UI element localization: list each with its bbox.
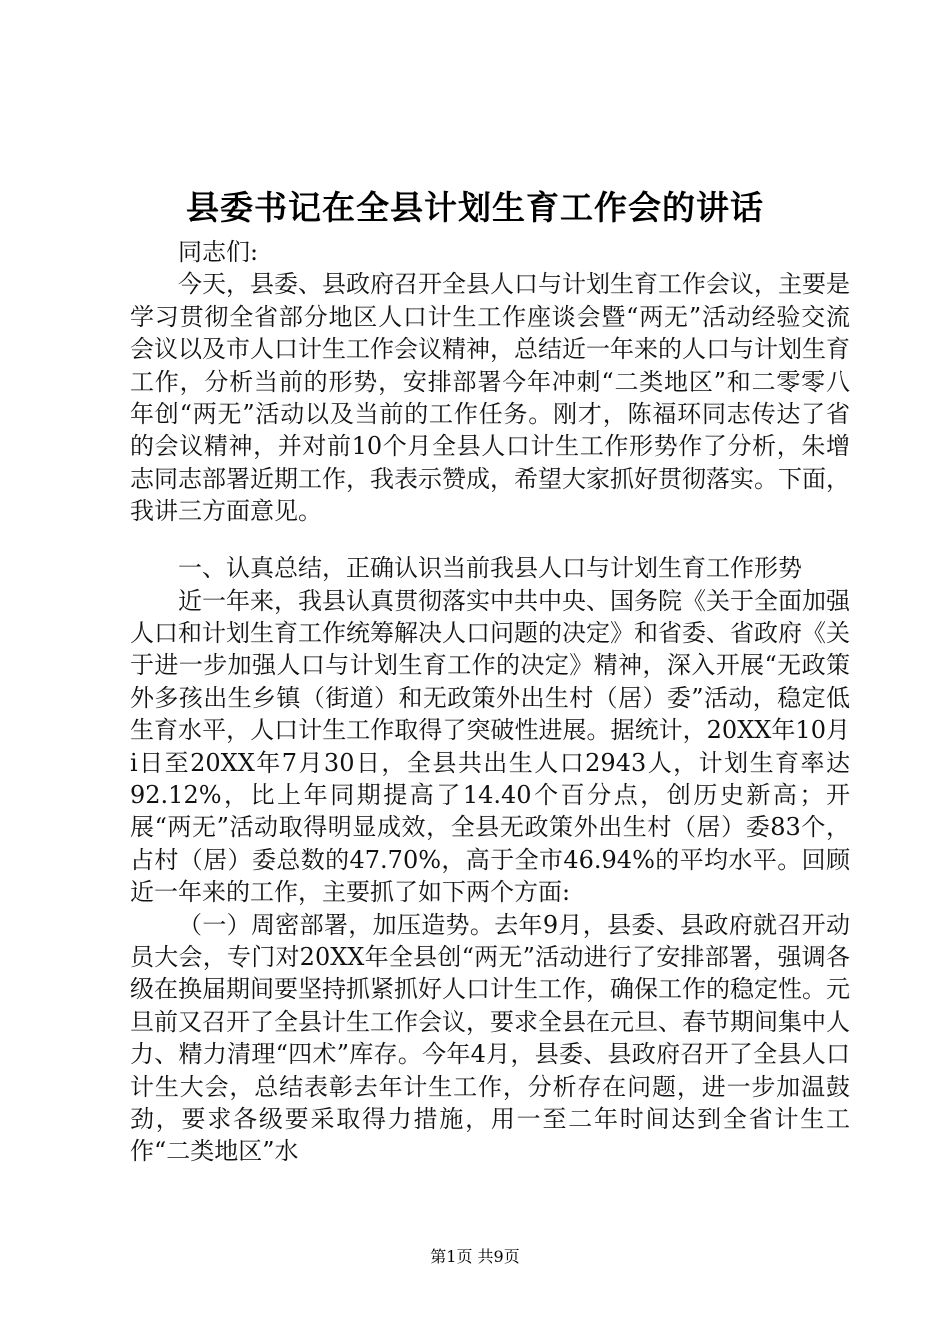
paragraph-subsection-1: （一）周密部署，加压造势。去年9月，县委、县政府就召开动员大会，专门对20XX年全县创“两无”活动进行了安排部署，强调各级在换届期间要坚持抓紧抓好人口计生工作，确保工作的稳定性。元旦前又召开了全县计生工作会议，要求全县在元旦、春节期间集中人力、精力清理“四术”库存。今年4月，县委、县政府召开了全县人口计生大会，总结表彰去年计生工作，分析存在问题，进一步加温鼓劲，要求各级要采取得力措施，用一至二年时间达到全省计生工作“二类地区”水 [130, 910, 850, 1166]
paragraph-summary: 近一年来，我县认真贯彻落实中共中央、国务院《关于全面加强人口和计划生育工作统筹解决人口问题的决定》和省委、省政府《关于进一步加强人口与计划生育工作的决定》精神，深入开展“无政策外多孩出生乡镇（街道）和无政策外出生村（居）委”活动，稳定低生育水平，人口计生工作取得了突破性进展。据统计，20XX年10月i日至20XX年7月30日，全县共出生人口2943人，计划生育率达92.12%，比上年同期提高了14.40个百分点，创历史新高；开展“两无”活动取得明显成效，全县无政策外出生村（居）委83个，占村（居）委总数的47.70%，高于全市46.94%的平均水平。回顾近一年来的工作，主要抓了如下两个方面: [130, 586, 850, 907]
paragraph-intro: 今天，县委、县政府召开全县人口与计划生育工作会议，主要是学习贯彻全省部分地区人口计生工作座谈会暨“两无”活动经验交流会议以及市人口计生工作会议精神，总结近一年来的人口与计划生育工作，分析当前的形势，安排部署今年冲刺“二类地区”和二零零八年创“两无”活动以及当前的工作任务。刚才，陈福环同志传达了省的会议精神，并对前10个月全县人口计生工作形势作了分析，朱增志同志部署近期工作，我表示赞成，希望大家抓好贯彻落实。下面，我讲三方面意见。 [130, 270, 850, 526]
section-heading-1: 一、认真总结，正确认识当前我县人口与计划生育工作形势 [178, 554, 802, 583]
document-body [130, 236, 850, 1168]
salutation: 同志们: [178, 238, 259, 266]
page-footer: 第1页 共9页 [430, 1247, 520, 1266]
document-title: 县委书记在全县计划生育工作会的讲话 [186, 188, 764, 227]
